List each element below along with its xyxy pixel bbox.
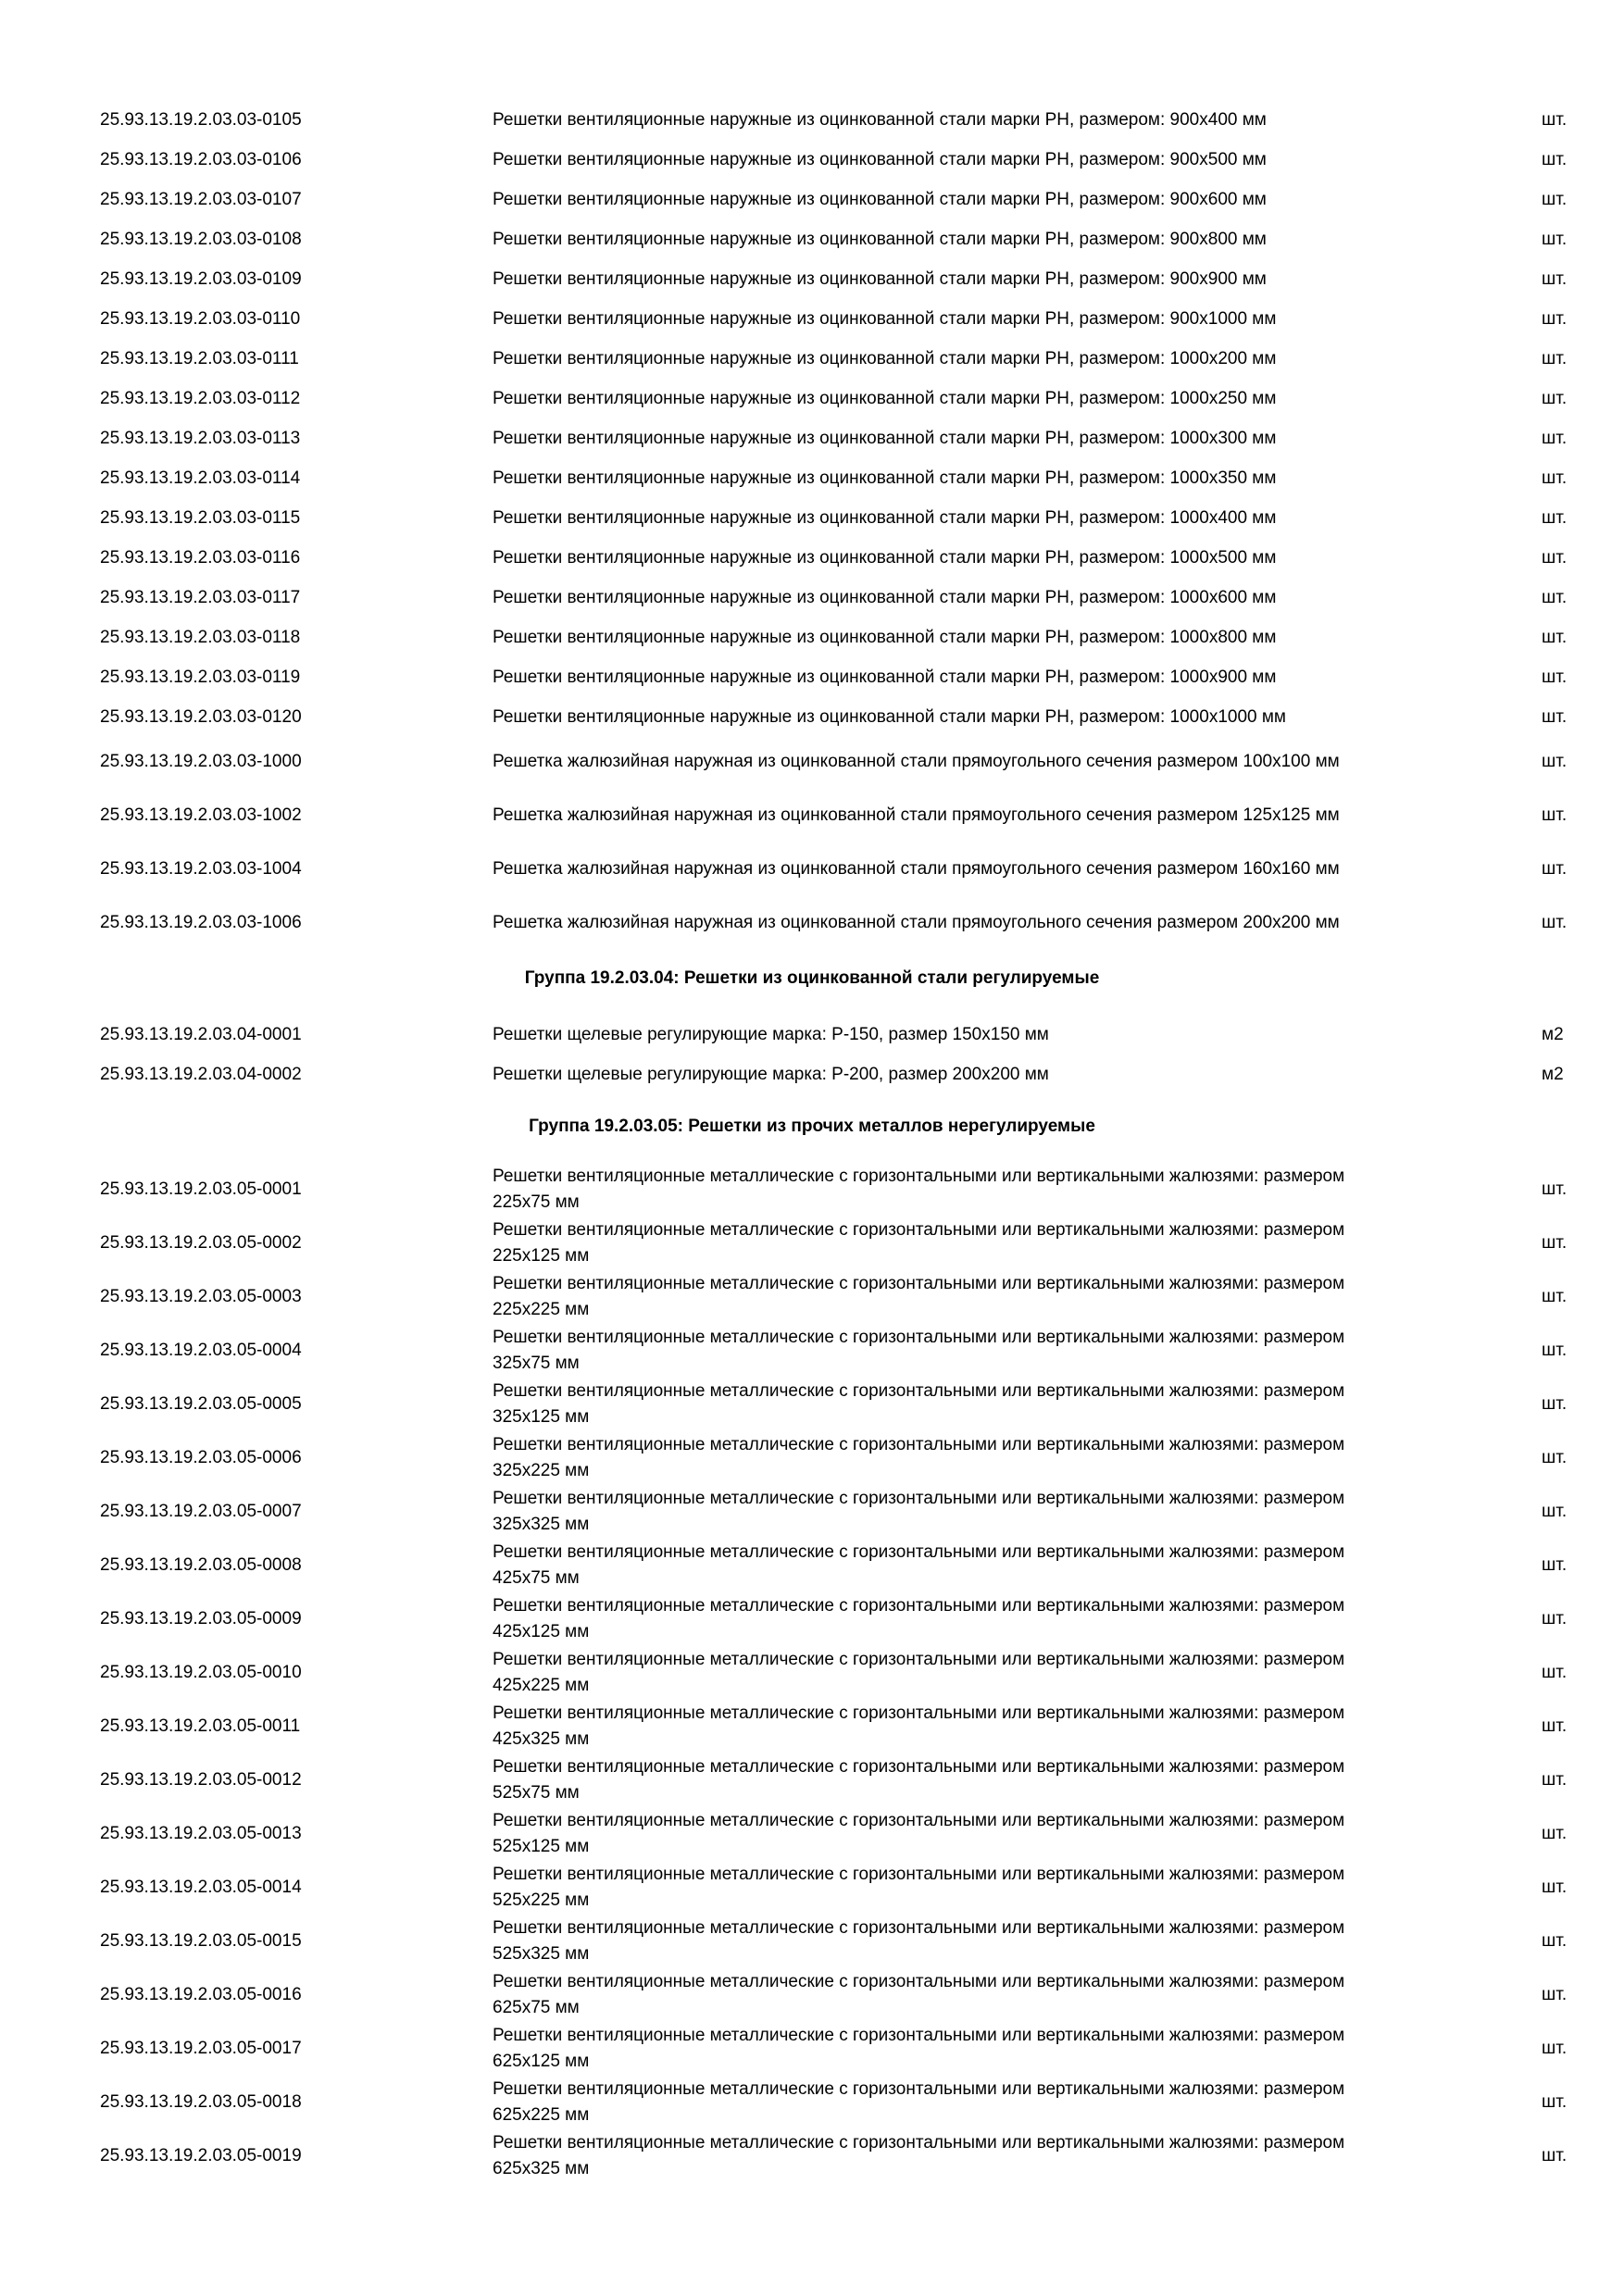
table-row	[0, 1915, 1624, 1968]
item-description: Решетка жалюзийная наружная из оцинкованной стали прямоугольного сечения размером 100х100 мм	[493, 752, 1340, 771]
item-description: Решетки вентиляционные наружные из оцинкованной стали марки РН, размером: 1000х1000 мм	[493, 706, 1286, 727]
table-row	[0, 1753, 1624, 1807]
table-row	[0, 498, 1624, 538]
item-code: 25.93.13.19.2.03.03-0118	[100, 627, 301, 647]
item-code: 25.93.13.19.2.03.03-1000	[100, 752, 302, 771]
table-row	[0, 1700, 1624, 1753]
item-unit: шт.	[1542, 805, 1568, 825]
item-code: 25.93.13.19.2.03.04-0001	[100, 1024, 302, 1044]
item-unit: шт.	[1542, 667, 1568, 687]
table-row	[0, 697, 1624, 737]
item-unit: шт.	[1542, 348, 1568, 368]
item-code: 25.93.13.19.2.03.05-0010	[100, 1663, 302, 1682]
item-description: Решетки вентиляционные металлические с горизонтальными или вертикальными жалюзями: размером 625х125 мм	[493, 2026, 1345, 2071]
item-description: Решетки вентиляционные металлические с горизонтальными или вертикальными жалюзями: размером 325х225 мм	[493, 1435, 1345, 1480]
item-unit: шт.	[1542, 2146, 1568, 2165]
item-code: 25.93.13.19.2.03.03-0119	[100, 667, 301, 687]
group-04-title: Группа 19.2.03.04: Решетки из оцинкованной стали регулируемые	[524, 968, 1100, 988]
table-row	[0, 379, 1624, 418]
item-description: Решетки вентиляционные металлические с горизонтальными или вертикальными жалюзями: размером 425х225 мм	[493, 1650, 1345, 1695]
item-description: Решетки щелевые регулирующие марка: Р-150, размер 150х150 мм	[493, 1024, 1049, 1044]
item-description: Решетки вентиляционные наружные из оцинкованной стали марки РН, размером: 900х900 мм	[493, 268, 1267, 289]
item-description: Решетки вентиляционные наружные из оцинкованной стали марки РН, размером: 900х800 мм	[493, 229, 1267, 249]
item-code: 25.93.13.19.2.03.05-0017	[100, 2039, 302, 2058]
item-description: Решетки вентиляционные наружные из оцинкованной стали марки РН, размером: 1000х350 мм	[493, 468, 1277, 488]
item-description: Решетки вентиляционные наружные из оцинкованной стали марки РН, размером: 1000х800 мм	[493, 627, 1277, 647]
item-unit: шт.	[1542, 308, 1568, 329]
table-row	[0, 618, 1624, 657]
table-row	[0, 2076, 1624, 2129]
item-unit: шт.	[1542, 627, 1568, 647]
group-05-title: Группа 19.2.03.05: Решетки из прочих металлов нерегулируемые	[529, 1117, 1095, 1136]
table-row	[0, 1539, 1624, 1592]
item-unit: шт.	[1542, 1233, 1568, 1253]
item-description: Решетки вентиляционные наружные из оцинкованной стали марки РН, размером: 1000х400 мм	[493, 507, 1277, 528]
item-code: 25.93.13.19.2.03.05-0008	[100, 1555, 302, 1575]
table-row	[0, 339, 1624, 379]
table-row	[0, 538, 1624, 578]
item-description: Решетки вентиляционные металлические с горизонтальными или вертикальными жалюзями: размером 325х75 мм	[493, 1328, 1345, 1373]
item-code: 25.93.13.19.2.03.03-0105	[100, 109, 302, 130]
item-code: 25.93.13.19.2.03.05-0018	[100, 2092, 302, 2112]
item-code: 25.93.13.19.2.03.03-0108	[100, 229, 302, 249]
item-code: 25.93.13.19.2.03.03-0113	[100, 428, 301, 448]
item-code: 25.93.13.19.2.03.03-1002	[100, 805, 302, 825]
item-code: 25.93.13.19.2.03.03-0112	[100, 388, 301, 408]
item-description: Решетки вентиляционные металлические с горизонтальными или вертикальными жалюзями: размером 625х75 мм	[493, 1972, 1345, 2017]
table-row	[0, 1646, 1624, 1700]
item-code: 25.93.13.19.2.03.05-0015	[100, 1931, 302, 1951]
item-description: Решетки вентиляционные наружные из оцинкованной стали марки РН, размером: 900х1000 мм	[493, 308, 1277, 329]
item-description: Решетки вентиляционные металлические с горизонтальными или вертикальными жалюзями: размером 525х75 мм	[493, 1757, 1345, 1803]
item-description: Решетки вентиляционные металлические с горизонтальными или вертикальными жалюзями: размером 525х325 мм	[493, 1918, 1345, 1964]
table-row	[0, 789, 1624, 842]
item-unit: шт.	[1542, 1341, 1568, 1360]
item-unit: шт.	[1542, 1448, 1568, 1467]
item-unit: шт.	[1542, 547, 1568, 568]
item-unit: шт.	[1542, 1287, 1568, 1306]
table-row	[0, 1378, 1624, 1431]
item-description: Решетки вентиляционные наружные из оцинкованной стали марки РН, размером: 900х600 мм	[493, 189, 1267, 209]
item-description: Решетки вентиляционные наружные из оцинкованной стали марки РН, размером: 1000х900 мм	[493, 667, 1277, 687]
item-unit: шт.	[1542, 1663, 1568, 1682]
item-unit: шт.	[1542, 1931, 1568, 1951]
item-code: 25.93.13.19.2.03.04-0002	[100, 1064, 302, 1084]
item-unit: шт.	[1542, 428, 1568, 448]
item-unit: м2	[1542, 1064, 1564, 1084]
item-code: 25.93.13.19.2.03.05-0001	[100, 1179, 302, 1199]
item-unit: шт.	[1542, 1555, 1568, 1575]
item-description: Решетки вентиляционные наружные из оцинкованной стали марки РН, размером: 1000х500 мм	[493, 547, 1277, 568]
table-row	[0, 180, 1624, 219]
item-code: 25.93.13.19.2.03.03-0117	[100, 587, 301, 607]
table-row	[0, 1217, 1624, 1270]
table-row	[0, 100, 1624, 140]
item-description: Решетки щелевые регулирующие марка: Р-200, размер 200х200 мм	[493, 1064, 1049, 1084]
item-unit: шт.	[1542, 1179, 1568, 1199]
item-description: Решетки вентиляционные металлические с горизонтальными или вертикальными жалюзями: размером 225х225 мм	[493, 1274, 1345, 1319]
section-group-05	[0, 1163, 1624, 2183]
item-unit: шт.	[1542, 189, 1568, 209]
table-row	[0, 1270, 1624, 1324]
item-code: 25.93.13.19.2.03.05-0006	[100, 1448, 302, 1467]
item-unit: шт.	[1542, 1878, 1568, 1897]
item-description: Решетки вентиляционные металлические с горизонтальными или вертикальными жалюзями: размером 625х225 мм	[493, 2079, 1345, 2125]
item-description: Решетки вентиляционные металлические с горизонтальными или вертикальными жалюзями: размером 525х225 мм	[493, 1865, 1345, 1910]
table-row	[0, 1592, 1624, 1646]
item-description: Решетки вентиляционные металлические с горизонтальными или вертикальными жалюзями: размером 425х125 мм	[493, 1596, 1345, 1641]
item-unit: шт.	[1542, 507, 1568, 528]
table-row	[0, 140, 1624, 180]
item-description: Решетка жалюзийная наружная из оцинкованной стали прямоугольного сечения размером 160х160 мм	[493, 859, 1340, 879]
section-group-04	[0, 1015, 1624, 1094]
item-description: Решетки вентиляционные металлические с горизонтальными или вертикальными жалюзями: размером 625х325 мм	[493, 2133, 1345, 2178]
item-unit: шт.	[1542, 468, 1568, 488]
item-code: 25.93.13.19.2.03.03-0106	[100, 149, 302, 169]
item-code: 25.93.13.19.2.03.03-0110	[100, 308, 301, 329]
item-description: Решетки вентиляционные металлические с горизонтальными или вертикальными жалюзями: размером 425х325 мм	[493, 1703, 1345, 1749]
item-unit: шт.	[1542, 2092, 1568, 2112]
item-unit: шт.	[1542, 706, 1568, 727]
table-row	[0, 259, 1624, 299]
table-row	[0, 2129, 1624, 2183]
table-row	[0, 896, 1624, 950]
item-code: 25.93.13.19.2.03.05-0016	[100, 1985, 302, 2004]
item-description: Решетки вентиляционные металлические с горизонтальными или вертикальными жалюзями: размером 325х125 мм	[493, 1381, 1345, 1427]
item-description: Решетки вентиляционные наружные из оцинкованной стали марки РН, размером: 1000х300 мм	[493, 428, 1277, 448]
item-code: 25.93.13.19.2.03.05-0019	[100, 2146, 302, 2165]
item-code: 25.93.13.19.2.03.03-1004	[100, 859, 302, 879]
item-code: 25.93.13.19.2.03.03-0107	[100, 189, 302, 209]
item-code: 25.93.13.19.2.03.05-0003	[100, 1287, 302, 1306]
item-description: Решетки вентиляционные металлические с горизонтальными или вертикальными жалюзями: размером 225х75 мм	[493, 1167, 1345, 1212]
table-row	[0, 2022, 1624, 2076]
item-description: Решетки вентиляционные металлические с горизонтальными или вертикальными жалюзями: размером 425х75 мм	[493, 1542, 1345, 1588]
item-description: Решетка жалюзийная наружная из оцинкованной стали прямоугольного сечения размером 125х125 мм	[493, 805, 1340, 825]
item-description: Решетки вентиляционные наружные из оцинкованной стали марки РН, размером: 900х500 мм	[493, 149, 1267, 169]
table-row	[0, 418, 1624, 458]
item-unit: шт.	[1542, 388, 1568, 408]
item-code: 25.93.13.19.2.03.03-0120	[100, 706, 302, 727]
item-code: 25.93.13.19.2.03.03-0115	[100, 507, 301, 528]
item-unit: шт.	[1542, 587, 1568, 607]
table-row	[0, 458, 1624, 498]
table-row	[0, 1054, 1624, 1094]
item-code: 25.93.13.19.2.03.05-0004	[100, 1341, 302, 1360]
item-code: 25.93.13.19.2.03.05-0002	[100, 1233, 302, 1253]
item-unit: шт.	[1542, 1770, 1568, 1790]
item-description: Решетки вентиляционные наружные из оцинкованной стали марки РН, размером: 900х400 мм	[493, 109, 1267, 130]
item-description: Решетка жалюзийная наружная из оцинкованной стали прямоугольного сечения размером 200х200 мм	[493, 913, 1340, 932]
item-unit: шт.	[1542, 913, 1568, 932]
table-row	[0, 1324, 1624, 1378]
item-unit: шт.	[1542, 268, 1568, 289]
table-row	[0, 219, 1624, 259]
table-row	[0, 1431, 1624, 1485]
table-row	[0, 1968, 1624, 2022]
table-row	[0, 1163, 1624, 1217]
item-unit: шт.	[1542, 1985, 1568, 2004]
item-unit: шт.	[1542, 229, 1568, 249]
table-row	[0, 299, 1624, 339]
table-row	[0, 1485, 1624, 1539]
section-ventilation-grilles-rn	[0, 100, 1624, 737]
item-description: Решетки вентиляционные металлические с горизонтальными или вертикальными жалюзями: размером 325х325 мм	[493, 1489, 1345, 1534]
table-row	[0, 1861, 1624, 1915]
item-code: 25.93.13.19.2.03.05-0005	[100, 1394, 302, 1414]
item-code: 25.93.13.19.2.03.03-0114	[100, 468, 301, 488]
item-unit: шт.	[1542, 2039, 1568, 2058]
section-louvre-grilles	[0, 735, 1624, 950]
item-code: 25.93.13.19.2.03.05-0013	[100, 1824, 302, 1843]
table-row	[0, 735, 1624, 789]
item-unit: м2	[1542, 1024, 1564, 1044]
item-code: 25.93.13.19.2.03.05-0011	[100, 1716, 301, 1736]
item-unit: шт.	[1542, 859, 1568, 879]
item-unit: шт.	[1542, 752, 1568, 771]
item-unit: шт.	[1542, 1394, 1568, 1414]
item-description: Решетки вентиляционные наружные из оцинкованной стали марки РН, размером: 1000х250 мм	[493, 388, 1277, 408]
item-unit: шт.	[1542, 1609, 1568, 1628]
item-code: 25.93.13.19.2.03.05-0014	[100, 1878, 302, 1897]
item-code: 25.93.13.19.2.03.03-1006	[100, 913, 302, 932]
table-row	[0, 578, 1624, 618]
item-code: 25.93.13.19.2.03.03-0116	[100, 547, 301, 568]
item-code: 25.93.13.19.2.03.05-0009	[100, 1609, 302, 1628]
item-unit: шт.	[1542, 1716, 1568, 1736]
item-unit: шт.	[1542, 1824, 1568, 1843]
item-unit: шт.	[1542, 149, 1568, 169]
item-code: 25.93.13.19.2.03.05-0012	[100, 1770, 302, 1790]
item-unit: шт.	[1542, 109, 1568, 130]
item-code: 25.93.13.19.2.03.05-0007	[100, 1502, 302, 1521]
table-row	[0, 1807, 1624, 1861]
item-code: 25.93.13.19.2.03.03-0111	[100, 348, 299, 368]
item-description: Решетки вентиляционные наружные из оцинкованной стали марки РН, размером: 1000х200 мм	[493, 348, 1277, 368]
item-code: 25.93.13.19.2.03.03-0109	[100, 268, 302, 289]
table-row	[0, 657, 1624, 697]
table-row	[0, 842, 1624, 896]
item-description: Решетки вентиляционные металлические с горизонтальными или вертикальными жалюзями: размером 225х125 мм	[493, 1220, 1345, 1266]
item-description: Решетки вентиляционные наружные из оцинкованной стали марки РН, размером: 1000х600 мм	[493, 587, 1277, 607]
item-unit: шт.	[1542, 1502, 1568, 1521]
item-description: Решетки вентиляционные металлические с горизонтальными или вертикальными жалюзями: размером 525х125 мм	[493, 1811, 1345, 1856]
table-row	[0, 1015, 1624, 1054]
